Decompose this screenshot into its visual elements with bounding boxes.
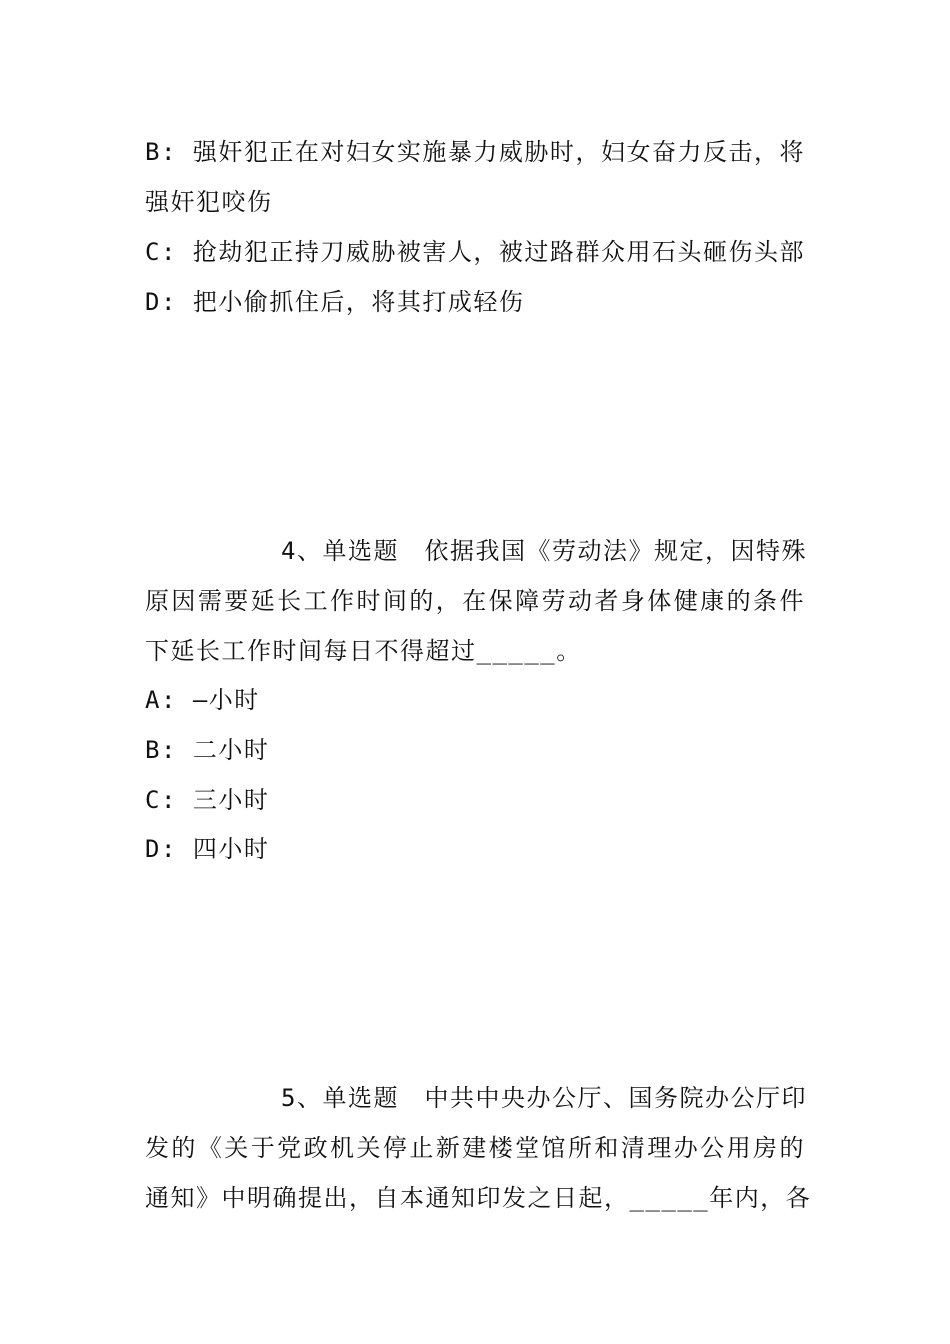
- q5-stem-line1: 5、单选题 中共中央办公厅、国务院办公厅印: [281, 1084, 807, 1112]
- q4-option-d: D: 四小时: [145, 835, 270, 863]
- q3-option-c: C: 抢劫犯正持刀威胁被害人，被过路群众用石头砸伤头部: [145, 238, 805, 266]
- q4-option-a: A: —小时: [145, 686, 260, 714]
- q3-option-b-line1: B: 强奸犯正在对妇女实施暴力威胁时，妇女奋力反击，将: [145, 138, 805, 166]
- q3-option-b-line2: 强奸犯咬伤: [145, 188, 273, 216]
- q4-stem-line1: 4、单选题 依据我国《劳动法》规定，因特殊: [281, 537, 807, 565]
- q4-stem-line2: 原因需要延长工作时间的，在保障劳动者身体健康的条件: [145, 587, 805, 615]
- q3-option-d: D: 把小偷抓住后，将其打成轻伤: [145, 288, 525, 316]
- q5-stem-line2: 发的《关于党政机关停止新建楼堂馆所和清理办公用房的: [145, 1134, 805, 1162]
- q4-option-c: C: 三小时: [145, 786, 270, 814]
- q4-stem-line3: 下延长工作时间每日不得超过_____。: [145, 637, 582, 665]
- q5-stem-line3: 通知》中明确提出，自本通知印发之日起，_____年内，各: [145, 1184, 812, 1212]
- q4-option-b: B: 二小时: [145, 736, 270, 764]
